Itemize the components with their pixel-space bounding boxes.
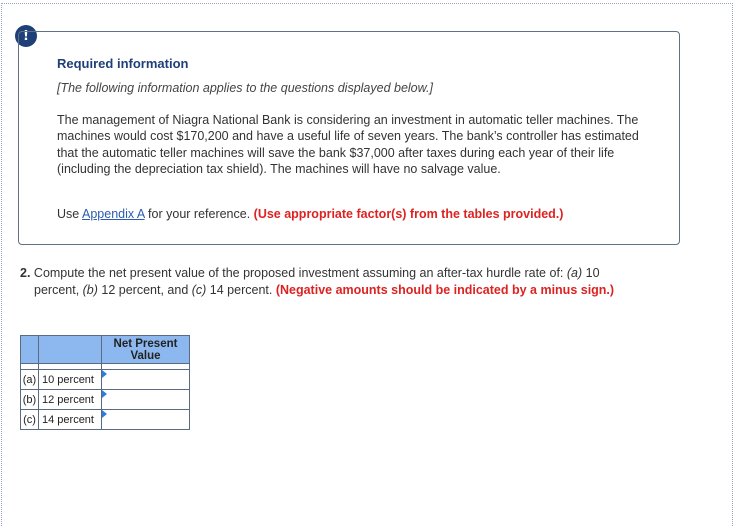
question-text-1: Compute the net present value of the proposed investment assuming an after-tax hurdle rate of: xyxy=(30,266,567,280)
npv-input-12-cell[interactable] xyxy=(102,390,190,410)
exclamation-icon: ! xyxy=(15,25,37,47)
marker-a: (a) xyxy=(566,266,583,280)
reference-line xyxy=(57,207,563,221)
question-2 xyxy=(20,265,690,298)
reference-prefix: Use xyxy=(57,207,83,221)
required-info-body: The management of Niagra National Bank is considering an investment in automatic teller machines. The machines would cost $170,200 and have a useful life of seven years. The bank’s controller has estimated that the automatic teller machines will save the bank $37,000 after taxes during each year of their life (including the depreciation tax shield). The machines will have no salvage value. xyxy=(57,113,639,177)
required-info-title: Required information xyxy=(57,56,189,71)
table-row xyxy=(21,370,190,390)
question-text-4: 12 percent, and xyxy=(97,282,192,297)
reference-note: (Use appropriate factor(s) from the tables provided.) xyxy=(253,207,564,221)
npv-input-10[interactable] xyxy=(102,371,189,389)
flag-icon xyxy=(102,370,107,378)
reference-suffix: for your reference. xyxy=(144,207,254,221)
header-blank-cell xyxy=(21,336,39,364)
required-info-subtitle: [The following information applies to the questions displayed below.] xyxy=(57,81,433,95)
header-npv: Net Present Value xyxy=(102,336,190,364)
flag-icon xyxy=(102,410,107,418)
row-label: 12 percent xyxy=(39,390,102,410)
table-row xyxy=(21,390,190,410)
npv-input-12[interactable] xyxy=(102,391,189,409)
row-label: 10 percent xyxy=(39,370,102,390)
row-marker: (b) xyxy=(21,390,39,410)
npv-answer-table xyxy=(20,335,190,430)
row-label: 14 percent xyxy=(39,410,102,430)
npv-input-10-cell[interactable] xyxy=(102,370,190,390)
header-blank-cell xyxy=(39,336,102,364)
question-note: (Negative amounts should be indicated by a minus sign.) xyxy=(275,282,615,297)
table-header-row xyxy=(21,336,190,364)
marker-c: (c) xyxy=(191,282,207,297)
question-text-2: 10 xyxy=(582,266,600,280)
npv-input-14[interactable] xyxy=(102,411,189,429)
question-text-3: percent, xyxy=(34,282,83,297)
row-marker: (c) xyxy=(21,410,39,430)
question-text-5: 14 percent. xyxy=(206,282,276,297)
appendix-a-link[interactable]: Appendix A xyxy=(82,207,145,221)
flag-icon xyxy=(102,390,107,398)
table-row xyxy=(21,410,190,430)
question-number: 2. xyxy=(20,266,31,280)
npv-input-14-cell[interactable] xyxy=(102,410,190,430)
marker-b: (b) xyxy=(82,282,98,297)
row-marker: (a) xyxy=(21,370,39,390)
